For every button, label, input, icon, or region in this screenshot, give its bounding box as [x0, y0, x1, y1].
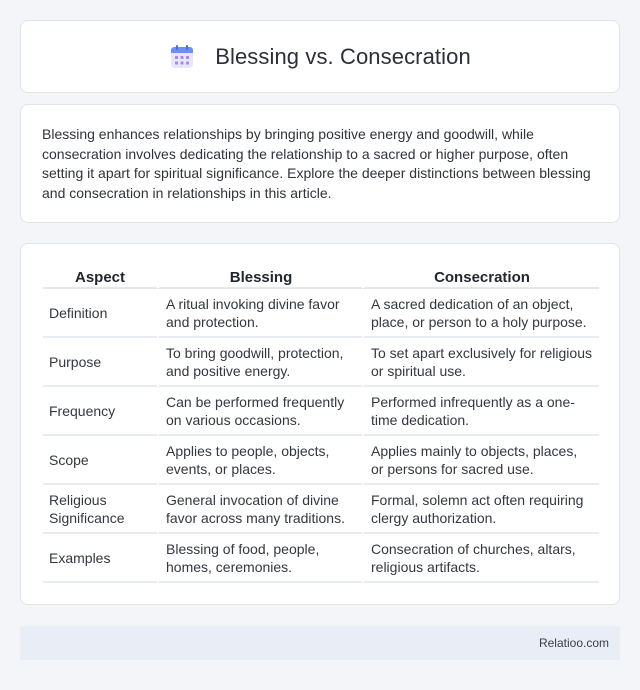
- consecration-cell: Applies mainly to objects, places, or persons for sacred use.: [362, 436, 599, 485]
- table-row: [43, 485, 599, 534]
- intro-card: [20, 104, 620, 223]
- consecration-cell: A sacred dedication of an object, place, or person to a holy purpose.: [362, 289, 599, 338]
- consecration-cell: Performed infrequently as a one-time dedication.: [362, 387, 599, 436]
- table-row: [43, 436, 599, 485]
- aspect-cell: Purpose: [43, 338, 157, 387]
- blessing-cell: To bring goodwill, protection, and positive energy.: [157, 338, 362, 387]
- aspect-cell: Definition: [43, 289, 157, 338]
- aspect-cell: Scope: [43, 436, 157, 485]
- table-header-row: [43, 266, 599, 289]
- blessing-cell: Applies to people, objects, events, or places.: [157, 436, 362, 485]
- consecration-cell: Formal, solemn act often requiring clergy authorization.: [362, 485, 599, 534]
- calendar-icon: [169, 44, 195, 70]
- header-aspect: Aspect: [43, 266, 157, 289]
- blessing-cell: Can be performed frequently on various occasions.: [157, 387, 362, 436]
- blessing-cell: Blessing of food, people, homes, ceremonies.: [157, 534, 362, 583]
- page-title: Blessing vs. Consecration: [215, 43, 471, 69]
- table-row: [43, 387, 599, 436]
- table-row: [43, 534, 599, 583]
- title-wrap: [169, 44, 471, 70]
- table-row: [43, 289, 599, 338]
- consecration-cell: To set apart exclusively for religious or spiritual use.: [362, 338, 599, 387]
- aspect-cell: Religious Significance: [43, 485, 157, 534]
- blessing-cell: A ritual invoking divine favor and protection.: [157, 289, 362, 338]
- header-blessing: Blessing: [157, 266, 362, 289]
- comparison-table: [43, 266, 599, 583]
- header-consecration: Consecration: [362, 266, 599, 289]
- title-card: [20, 20, 620, 93]
- aspect-cell: Examples: [43, 534, 157, 583]
- footer: [20, 626, 620, 660]
- aspect-cell: Frequency: [43, 387, 157, 436]
- footer-brand[interactable]: Relatioo.com: [538, 636, 609, 650]
- consecration-cell: Consecration of churches, altars, religious artifacts.: [362, 534, 599, 583]
- blessing-cell: General invocation of divine favor across many traditions.: [157, 485, 362, 534]
- intro-paragraph: Blessing enhances relationships by bringing positive energy and goodwill, while consecration involves dedicating the relationship to a sacred or higher purpose, often setting it apart for spiritual significance. Explore the deeper distinctions between blessing and consecration in relationships in this article.: [42, 126, 591, 201]
- table-row: [43, 338, 599, 387]
- comparison-card: [20, 243, 620, 605]
